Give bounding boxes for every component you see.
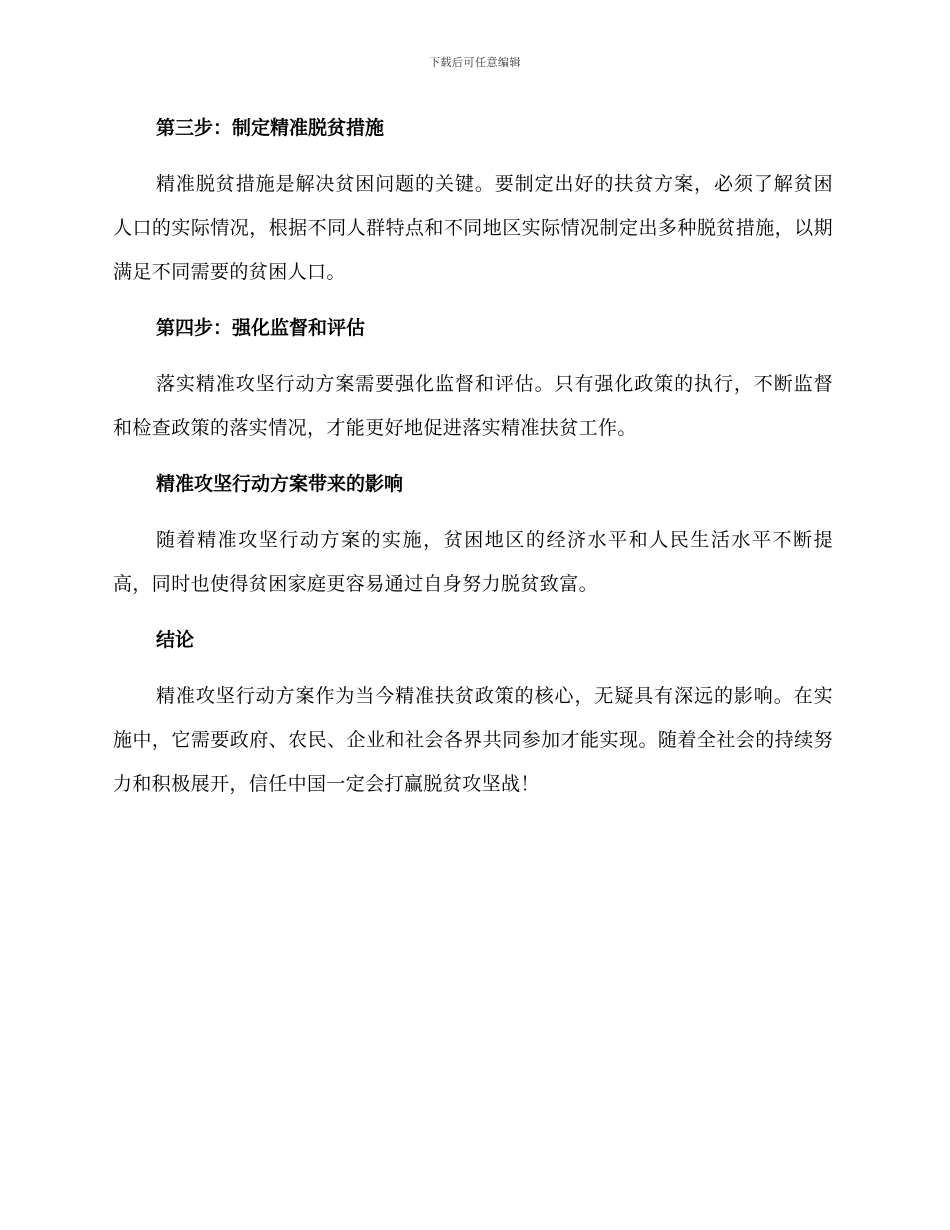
- section-step-three: [113, 106, 833, 294]
- section-paragraph: 随着精准攻坚行动方案的实施，贫困地区的经济水平和人民生活水平不断提高，同时也使得贫困家庭更容易通过自身努力脱贫致富。: [113, 529, 833, 595]
- header-note: 下载后可任意编辑: [429, 56, 521, 69]
- section-paragraph: 精准脱贫措施是解决贫困问题的关键。要制定出好的扶贫方案，必须了解贫困人口的实际情况，根据不同人群特点和不同地区实际情况制定出多种脱贫措施，以期满足不同需要的贫困人口。: [113, 173, 833, 283]
- section-step-four: [113, 306, 833, 450]
- section-heading: 第四步：强化监督和评估: [156, 317, 366, 339]
- section-heading: 第三步：制定精准脱贫措施: [156, 117, 385, 139]
- section-paragraph: 精准攻坚行动方案作为当今精准扶贫政策的核心，无疑具有深远的影响。在实施中，它需要政府、农民、企业和社会各界共同参加才能实现。随着全社会的持续努力和积极展开，信任中国一定会打赢脱贫攻坚战！: [113, 685, 833, 795]
- section-paragraph: 落实精准攻坚行动方案需要强化监督和评估。只有强化政策的执行，不断监督和检查政策的落实情况，才能更好地促进落实精准扶贫工作。: [113, 373, 833, 439]
- section-impact: [113, 462, 833, 606]
- document-body: [113, 106, 833, 818]
- section-heading: 精准攻坚行动方案带来的影响: [156, 473, 404, 495]
- section-heading: 结论: [156, 629, 195, 651]
- section-conclusion: [113, 618, 833, 806]
